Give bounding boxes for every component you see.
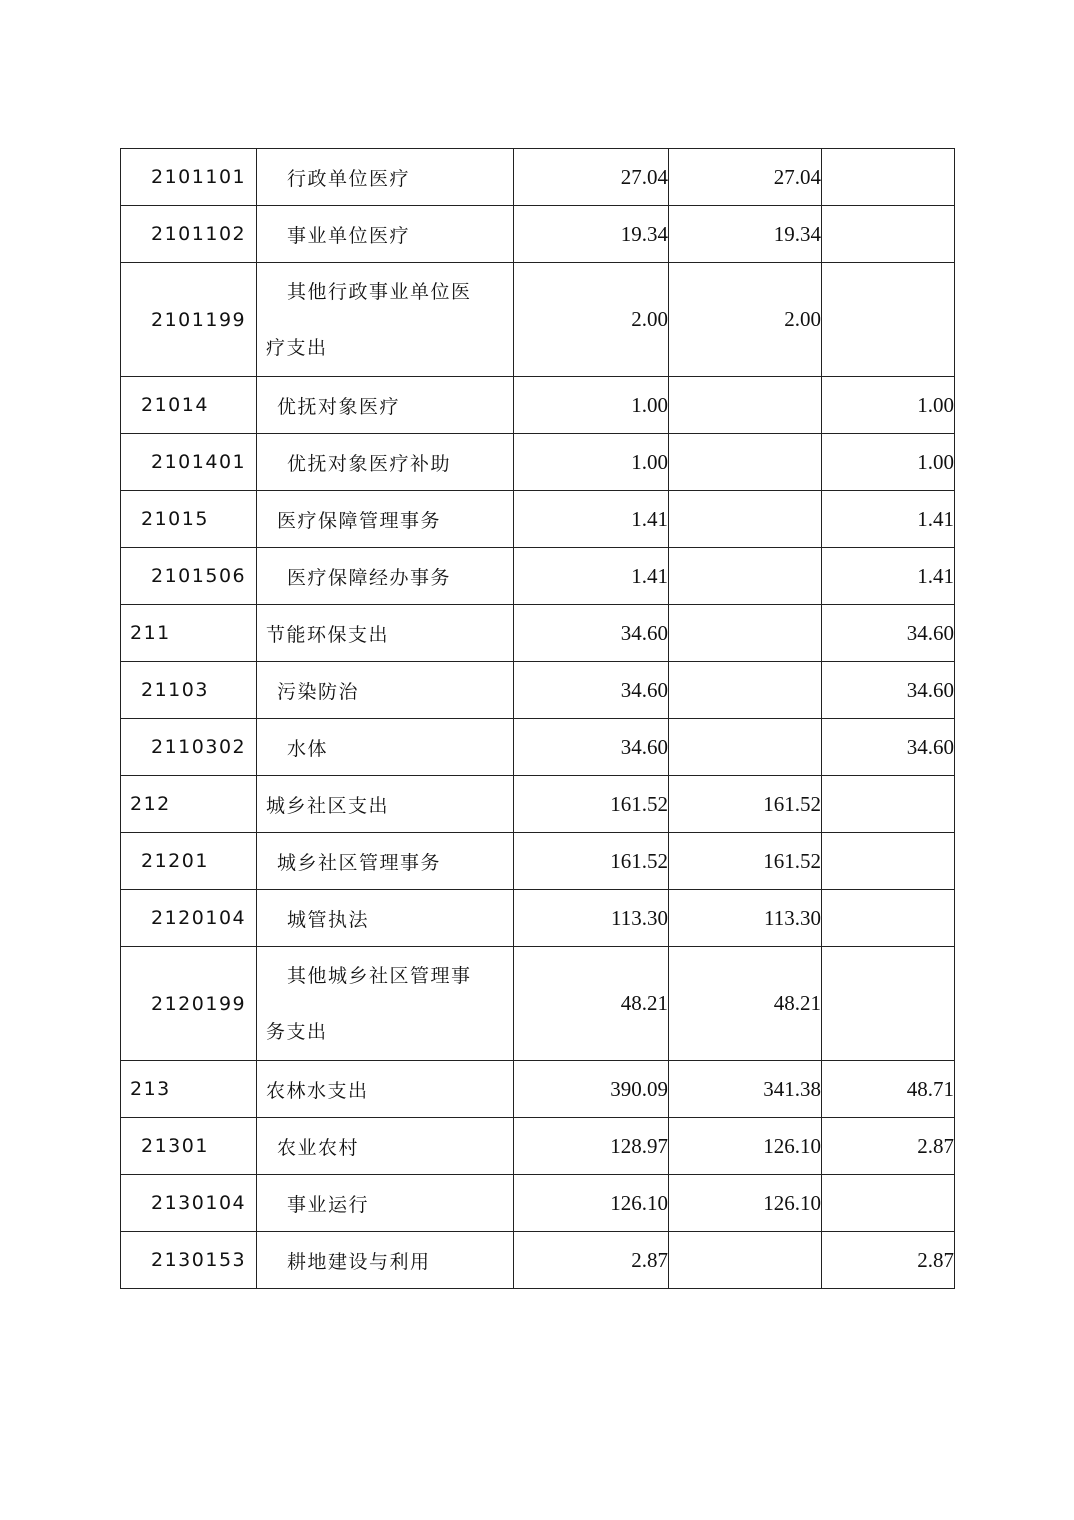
table-row (121, 1061, 955, 1118)
subject-name: 农林水支出 (257, 1061, 514, 1118)
table-row (121, 890, 955, 947)
subject-name: 城乡社区支出 (257, 776, 514, 833)
subject-code: 21201 (121, 833, 257, 890)
basic-amount (669, 662, 822, 719)
subject-code: 2101199 (121, 263, 257, 377)
subject-name: 节能环保支出 (257, 605, 514, 662)
table-row (121, 263, 955, 377)
table-row (121, 434, 955, 491)
basic-amount: 161.52 (669, 776, 822, 833)
project-amount: 1.00 (822, 377, 955, 434)
basic-amount (669, 377, 822, 434)
subject-code: 211 (121, 605, 257, 662)
basic-amount: 126.10 (669, 1118, 822, 1175)
subject-name: 事业单位医疗 (257, 206, 514, 263)
subject-name-line1: 其他行政事业单位医 (287, 280, 472, 303)
subject-code: 2130153 (121, 1232, 257, 1289)
basic-amount: 27.04 (669, 149, 822, 206)
subject-name: 优抚对象医疗补助 (257, 434, 514, 491)
total-amount: 1.41 (514, 548, 669, 605)
total-amount: 1.00 (514, 434, 669, 491)
subject-name: 事业运行 (257, 1175, 514, 1232)
table-row (121, 662, 955, 719)
total-amount: 34.60 (514, 662, 669, 719)
subject-code: 2110302 (121, 719, 257, 776)
subject-name: 农业农村 (257, 1118, 514, 1175)
project-amount (822, 149, 955, 206)
basic-amount: 48.21 (669, 947, 822, 1061)
total-amount: 1.00 (514, 377, 669, 434)
basic-amount (669, 605, 822, 662)
total-amount: 48.21 (514, 947, 669, 1061)
subject-name: 城管执法 (257, 890, 514, 947)
project-amount (822, 1175, 955, 1232)
project-amount: 1.00 (822, 434, 955, 491)
table-row (121, 947, 955, 1061)
subject-name: 医疗保障管理事务 (257, 491, 514, 548)
project-amount (822, 890, 955, 947)
table-row (121, 377, 955, 434)
total-amount: 34.60 (514, 605, 669, 662)
expenditure-table (120, 148, 955, 1289)
table-row (121, 149, 955, 206)
subject-name: 污染防治 (257, 662, 514, 719)
subject-name: 优抚对象医疗 (257, 377, 514, 434)
basic-amount: 113.30 (669, 890, 822, 947)
basic-amount (669, 719, 822, 776)
table-row (121, 833, 955, 890)
table-row (121, 776, 955, 833)
subject-name-line2: 疗支出 (266, 336, 328, 359)
total-amount: 128.97 (514, 1118, 669, 1175)
subject-code: 212 (121, 776, 257, 833)
subject-code: 2101102 (121, 206, 257, 263)
project-amount: 34.60 (822, 719, 955, 776)
subject-name (257, 263, 514, 377)
table-row (121, 491, 955, 548)
total-amount: 161.52 (514, 833, 669, 890)
basic-amount: 161.52 (669, 833, 822, 890)
project-amount: 1.41 (822, 548, 955, 605)
subject-name: 耕地建设与利用 (257, 1232, 514, 1289)
basic-amount: 126.10 (669, 1175, 822, 1232)
subject-code: 2130104 (121, 1175, 257, 1232)
subject-code: 21015 (121, 491, 257, 548)
table-row (121, 1232, 955, 1289)
subject-code: 213 (121, 1061, 257, 1118)
table-row (121, 548, 955, 605)
basic-amount: 19.34 (669, 206, 822, 263)
subject-code: 2101101 (121, 149, 257, 206)
project-amount: 1.41 (822, 491, 955, 548)
total-amount: 19.34 (514, 206, 669, 263)
subject-name: 水体 (257, 719, 514, 776)
table-row (121, 1118, 955, 1175)
basic-amount (669, 1232, 822, 1289)
basic-amount: 341.38 (669, 1061, 822, 1118)
project-amount: 34.60 (822, 662, 955, 719)
subject-name: 城乡社区管理事务 (257, 833, 514, 890)
basic-amount (669, 548, 822, 605)
project-amount: 2.87 (822, 1118, 955, 1175)
total-amount: 2.87 (514, 1232, 669, 1289)
table-row (121, 206, 955, 263)
subject-code: 21301 (121, 1118, 257, 1175)
subject-code: 2101401 (121, 434, 257, 491)
project-amount (822, 947, 955, 1061)
total-amount: 161.52 (514, 776, 669, 833)
total-amount: 126.10 (514, 1175, 669, 1232)
subject-name-line2: 务支出 (266, 1020, 328, 1043)
project-amount (822, 206, 955, 263)
subject-name: 医疗保障经办事务 (257, 548, 514, 605)
subject-code: 2120199 (121, 947, 257, 1061)
subject-name (257, 947, 514, 1061)
basic-amount (669, 491, 822, 548)
basic-amount (669, 434, 822, 491)
total-amount: 2.00 (514, 263, 669, 377)
project-amount: 2.87 (822, 1232, 955, 1289)
table-row (121, 719, 955, 776)
subject-code: 21103 (121, 662, 257, 719)
total-amount: 113.30 (514, 890, 669, 947)
table-row (121, 605, 955, 662)
total-amount: 27.04 (514, 149, 669, 206)
table-row (121, 1175, 955, 1232)
subject-code: 2101506 (121, 548, 257, 605)
project-amount (822, 833, 955, 890)
basic-amount: 2.00 (669, 263, 822, 377)
total-amount: 34.60 (514, 719, 669, 776)
total-amount: 1.41 (514, 491, 669, 548)
project-amount (822, 263, 955, 377)
subject-name-line1: 其他城乡社区管理事 (287, 964, 472, 987)
project-amount (822, 776, 955, 833)
subject-code: 21014 (121, 377, 257, 434)
subject-name: 行政单位医疗 (257, 149, 514, 206)
project-amount: 34.60 (822, 605, 955, 662)
total-amount: 390.09 (514, 1061, 669, 1118)
project-amount: 48.71 (822, 1061, 955, 1118)
subject-code: 2120104 (121, 890, 257, 947)
